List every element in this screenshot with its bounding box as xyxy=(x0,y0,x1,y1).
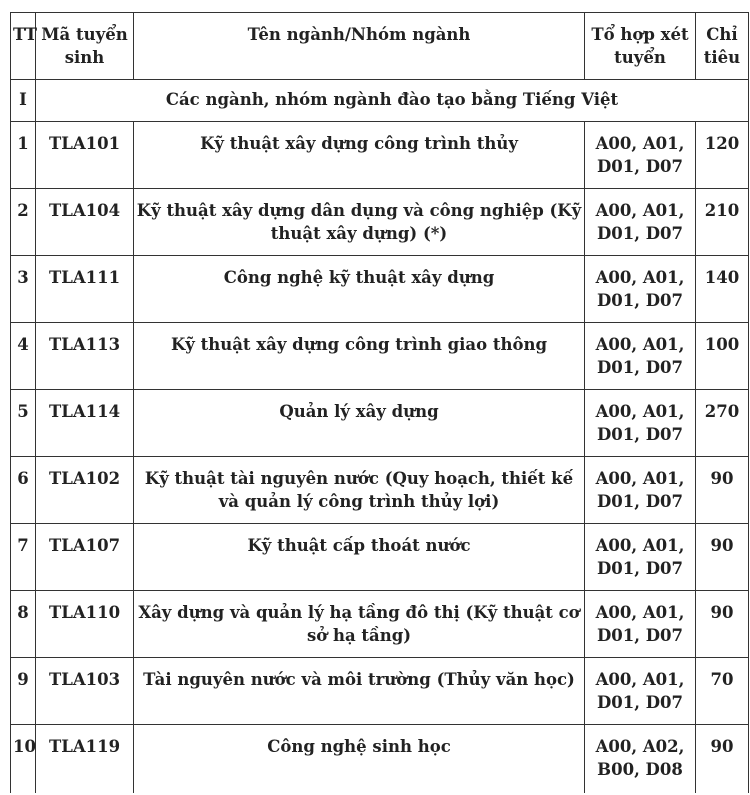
table-row xyxy=(11,658,749,725)
cell-code: TLA103 xyxy=(36,658,134,725)
cell-code: TLA110 xyxy=(36,591,134,658)
cell-code: TLA119 xyxy=(36,725,134,793)
header-tt: TT xyxy=(11,13,36,80)
cell-name: Công nghệ sinh học xyxy=(134,725,585,793)
cell-name: Xây dựng và quản lý hạ tầng đô thị (Kỹ thuật cơ sở hạ tầng) xyxy=(134,591,585,658)
cell-tt: 5 xyxy=(11,390,36,457)
cell-combos: A00, A01, D01, D07 xyxy=(585,658,696,725)
cell-code: TLA101 xyxy=(36,122,134,189)
cell-name: Kỹ thuật xây dựng công trình thủy xyxy=(134,122,585,189)
cell-code: TLA102 xyxy=(36,457,134,524)
cell-combos: A00, A01, D01, D07 xyxy=(585,524,696,591)
cell-name: Kỹ thuật tài nguyên nước (Quy hoạch, thiết kế và quản lý công trình thủy lợi) xyxy=(134,457,585,524)
table-row xyxy=(11,122,749,189)
cell-tt: 1 xyxy=(11,122,36,189)
cell-name: Kỹ thuật cấp thoát nước xyxy=(134,524,585,591)
section-title: Các ngành, nhóm ngành đào tạo bằng Tiếng Việt xyxy=(36,80,749,122)
cell-combos: A00, A01, D01, D07 xyxy=(585,390,696,457)
cell-name: Quản lý xây dựng xyxy=(134,390,585,457)
cell-quota: 210 xyxy=(696,189,749,256)
cell-quota: 270 xyxy=(696,390,749,457)
section-number: I xyxy=(11,80,36,122)
header-quota: Chỉ tiêu xyxy=(696,13,749,80)
cell-quota: 70 xyxy=(696,658,749,725)
cell-name: Kỹ thuật xây dựng dân dụng và công nghiệp (Kỹ thuật xây dựng) (*) xyxy=(134,189,585,256)
cell-combos: A00, A01, D01, D07 xyxy=(585,122,696,189)
cell-combos: A00, A01, D01, D07 xyxy=(585,591,696,658)
cell-quota: 120 xyxy=(696,122,749,189)
table-row xyxy=(11,457,749,524)
cell-combos: A00, A01, D01, D07 xyxy=(585,457,696,524)
section-row xyxy=(11,80,749,122)
cell-tt: 3 xyxy=(11,256,36,323)
cell-tt: 2 xyxy=(11,189,36,256)
cell-tt: 8 xyxy=(11,591,36,658)
cell-tt: 4 xyxy=(11,323,36,390)
cell-combos: A00, A01, D01, D07 xyxy=(585,256,696,323)
cell-quota: 90 xyxy=(696,591,749,658)
cell-code: TLA113 xyxy=(36,323,134,390)
cell-tt: 9 xyxy=(11,658,36,725)
cell-name: Công nghệ kỹ thuật xây dựng xyxy=(134,256,585,323)
table-row xyxy=(11,524,749,591)
cell-name: Kỹ thuật xây dựng công trình giao thông xyxy=(134,323,585,390)
cell-quota: 90 xyxy=(696,524,749,591)
table-row xyxy=(11,390,749,457)
cell-quota: 90 xyxy=(696,725,749,793)
cell-combos: A00, A01, D01, D07 xyxy=(585,323,696,390)
cell-combos: A00, A02, B00, D08 xyxy=(585,725,696,793)
header-code: Mã tuyển sinh xyxy=(36,13,134,80)
cell-tt: 10 xyxy=(11,725,36,793)
cell-tt: 6 xyxy=(11,457,36,524)
table-row xyxy=(11,256,749,323)
table-row xyxy=(11,323,749,390)
cell-quota: 140 xyxy=(696,256,749,323)
cell-code: TLA111 xyxy=(36,256,134,323)
cell-quota: 90 xyxy=(696,457,749,524)
cell-tt: 7 xyxy=(11,524,36,591)
cell-quota: 100 xyxy=(696,323,749,390)
cell-code: TLA114 xyxy=(36,390,134,457)
cell-code: TLA104 xyxy=(36,189,134,256)
table-row xyxy=(11,189,749,256)
table-header-row xyxy=(11,13,749,80)
header-combos: Tổ hợp xét tuyển xyxy=(585,13,696,80)
header-name: Tên ngành/Nhóm ngành xyxy=(134,13,585,80)
table-row xyxy=(11,725,749,793)
admissions-table xyxy=(10,12,749,793)
cell-combos: A00, A01, D01, D07 xyxy=(585,189,696,256)
cell-name: Tài nguyên nước và môi trường (Thủy văn học) xyxy=(134,658,585,725)
cell-code: TLA107 xyxy=(36,524,134,591)
table-row xyxy=(11,591,749,658)
